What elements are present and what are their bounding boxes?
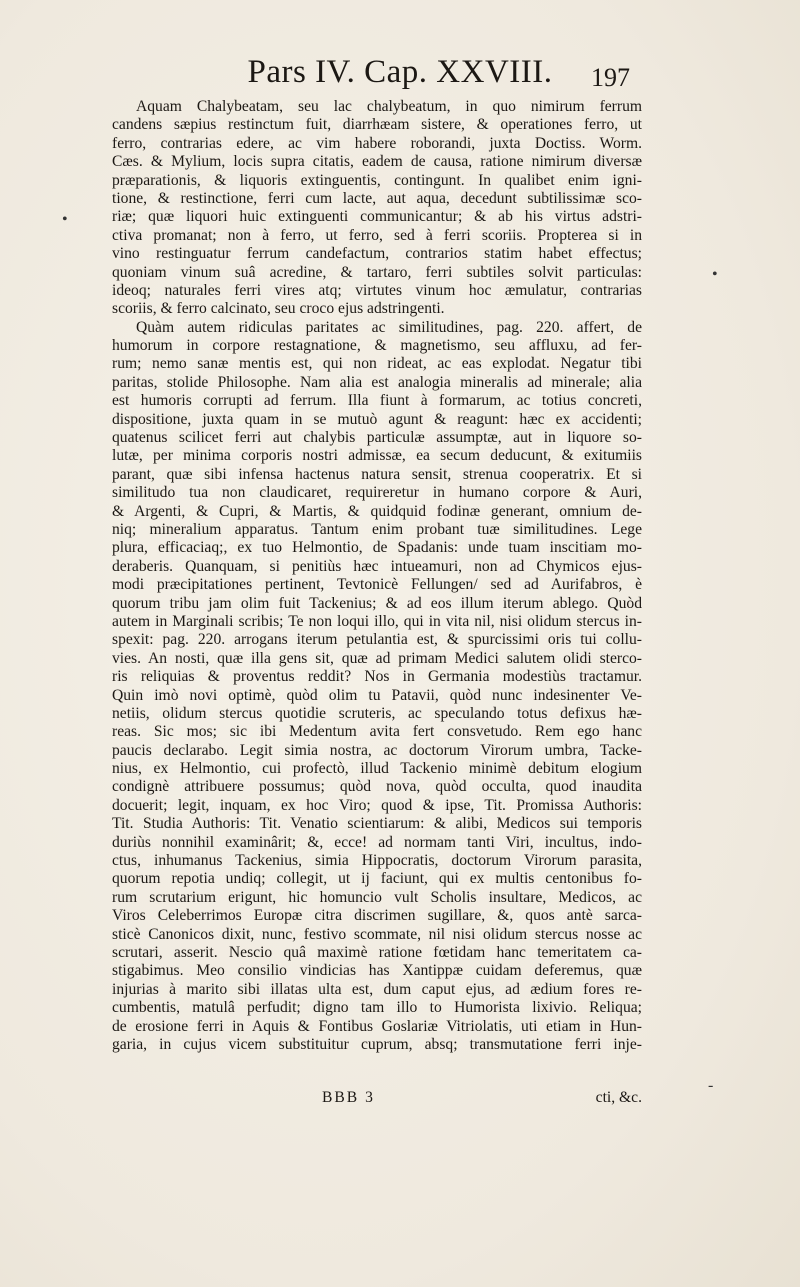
text-line: niq; mineralium apparatus. Tantum enim probant tuæ similitudines. Lege [112,520,642,538]
text-line: autem in Marginali scribis; Te non loqui illo, qui in vita nil, nisi olidum stercus in- [112,612,642,630]
text-line: cumbentis, matulâ perfudit; digno tam illo to Humorista lixivio. Reliqua; [112,999,642,1017]
text-line: quorum repotia undiq; collegit, ut ij faciunt, qui ex multis centonibus fo- [112,870,642,888]
text-line: Quin imò novi optimè, quòd olim tu Patavii, quòd nunc indesinenter Ve- [112,686,642,704]
text-line: netiis, olidum stercus quotidie scruteris, ac speculando totus defixus hæ- [112,704,642,722]
text-line: spexit: pag. 220. arrogans iterum petulantia est, & spurcissimi oris tui collu- [112,631,642,649]
text-line: riæ; quæ liquori huic extinguenti communicantur; & ab his virtus adstri- [112,208,642,226]
text-line: similitudo tua non claudicaret, requireretur in humano corpore & Auri, [112,484,642,502]
text-line: plura, efficaciaq;, ex tuo Helmontio, de Spadanis: unde tuam inscitiam mo- [112,539,642,557]
text-line: & Argenti, & Cupri, & Martis, & quidquid fodinæ generant, omnium de- [112,502,642,520]
text-line: garia, in cujus vicem substituitur cuprum, absq; transmutatione ferri inje- [112,1035,642,1053]
text-line: quoniam vinum suâ acredine, & tartaro, ferri subtiles solvit particulas: [112,263,642,281]
text-line: ferro, contrarias edere, ac vim habere roborandi, juxta Doctiss. Worm. [112,134,642,152]
text-line: modi præcipitationes pertinent, Tevtonicè Fellungen/ sed ad Aurifabros, è [112,576,642,594]
text-line: vino restinguatur ferrum candefactum, contrarios statim habet effectus; [112,245,642,263]
text-line: nius, ex Helmontio, cui profectò, illud Tackenio minimè debitum elogium [112,760,642,778]
text-line: de erosione ferri in Aquis & Fontibus Goslariæ Vitriolatis, uti etiam in Hun- [112,1017,642,1035]
text-line: dispositione, juxta quam in se mutuò agunt & reagunt: hæc ex accidenti; [112,410,642,428]
text-line: duriùs nonnihil examinârit; &, ecce! ad normam tanti Viri, incultus, indo- [112,833,642,851]
text-line: Viros Celeberrimos Europæ citra discrimen sugillare, &, quos antè sarca- [112,907,642,925]
text-line: Tit. Studia Authoris: Tit. Venatio scientiarum: & alibi, Medicos sui temporis [112,815,642,833]
text-line: ris reliquias & proventus reddit? Nos in Germania modestiùs tractamur. [112,668,642,686]
text-line: rum; nemo sanæ mentis est, qui non rideat, ac eas explodat. Negatur tibi [112,355,642,373]
text-line: condignè attribuere possumus; quòd nova, quòd occulta, quod inaudita [112,778,642,796]
text-line: scoriis, & ferro calcinato, seu croco ejus adstringenti. [112,300,445,318]
text-line: lutæ, per minima corporis nostri admissæ, ea secum deducunt, & exitumiis [112,447,642,465]
text-line: humorum in corpore restagnatione, & magnetismo, seu affluxu, ad fer- [112,337,642,355]
text-line: candens sæpius restinctum fuit, diarrhæam sistere, & operationes ferro, ut [112,116,642,134]
signature-mark: BBB 3 [322,1089,375,1106]
body-text [112,98,642,1054]
text-line: Quàm autem ridiculas paritates ac similitudines, pag. 220. affert, de [136,318,642,336]
text-line: parant, quæ sibi infensa hactenus natura sensit, strenua cooperatrix. Et si [112,465,642,483]
text-line: Aquam Chalybeatam, seu lac chalybeatum, in quo nimirum ferrum [136,98,642,115]
running-head: Pars IV. Cap. XXVIII. [247,54,553,90]
text-line: scrutari, asserit. Nescio quâ maximè ratione fœtidam hanc temeritatem ca- [112,943,642,961]
text-line: paucis declarabo. Legit simia nostra, ac doctorum Virorum umbra, Tacke- [112,741,642,759]
text-line: rum scrutarium erigunt, hic homuncio vult Scholis insultare, Medicos, ac [112,888,642,906]
text-line: vies. An nosti, quæ illa gens sit, quæ ad primam Medici salutem olidi sterco- [112,649,642,667]
text-line: docuerit; legit, inquam, ex hoc Viro; quod & ipse, Tit. Promissa Authoris: [112,796,642,814]
page-number: 197 [591,63,630,92]
text-line: quorum tribu jam olim fuit Tackenius; & ad eos illum iterum ablego. Quòd [112,594,642,612]
text-line: deraberis. Quanquam, si penitiùs hæc intueamuri, non ad Chymicos ejus- [112,557,642,575]
text-line: ideoq; naturales ferri vires atq; virtutes vinum hoc æmulatur, contrarias [112,281,642,299]
text-line: ctus, inhumanus Tackenius, simia Hippocratis, doctorum Virorum parasita, [112,852,642,870]
text-line: ctiva promanat; non à ferro, ut ferro, sed à ferri scoriis. Propterea si in [112,226,642,244]
page-header [0,52,800,92]
text-line: tione, & restinctione, ferri cum lacte, aut aqua, decedunt subtilissimæ sco- [112,189,642,207]
text-line: præparationis, & liquoris extinguentis, contingunt. In qualibet enim igni- [112,171,642,189]
text-line: injurias à marito sibi illatas ulta est, dum caput ejus, ad ædium fores re- [112,980,642,998]
text-line: paritas, stolide Philosophe. Nam alia est analogia mineralis ad minerale; alia [112,373,642,391]
text-line: Cæs. & Mylium, locis supra citatis, eadem de causa, ratione nimirum diversæ [112,153,642,171]
margin-dot: • [62,211,68,228]
margin-dash: - [708,1077,714,1094]
text-line: stigabimus. Meo consilio vindicias has Xantippæ cuidam deferemus, quæ [112,962,642,980]
text-line: sticè Canonicos dixit, nunc, festivo scommate, nil nisi olidum stercus nosse ac [112,925,642,943]
margin-dot: • [712,266,718,283]
text-line: est humoris corrupti ad ferrum. Illa fiunt à formarum, ac totius concreti, [112,392,642,410]
text-line: quatenus scilicet ferri aut chalybis particulæ assumptæ, aut in liquore so- [112,429,642,447]
text-line: reas. Sic mos; sic ibi Medentum avita fert consvetudo. Rem ego hanc [112,723,642,741]
page-footer [112,1089,642,1111]
catchword: cti, &c. [595,1089,642,1106]
